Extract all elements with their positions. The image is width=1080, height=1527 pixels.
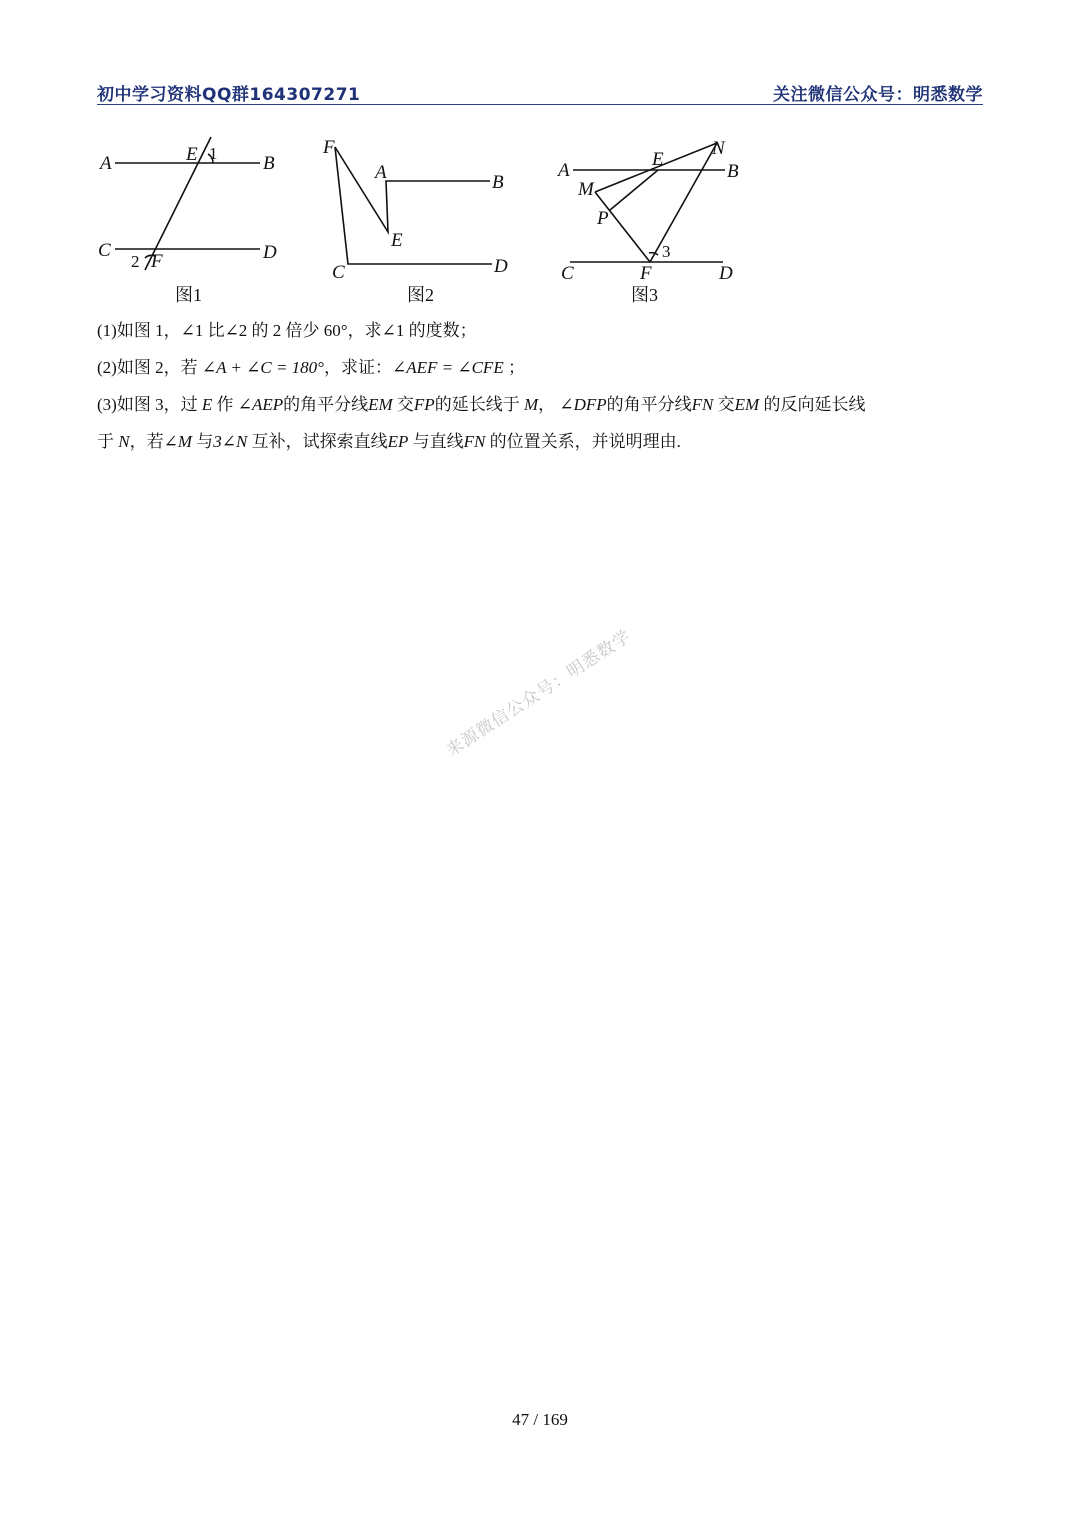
point-label-b: B bbox=[727, 161, 739, 182]
figure-3 bbox=[555, 132, 755, 312]
page-header bbox=[97, 78, 983, 105]
q3-text-4: 交 bbox=[396, 395, 414, 414]
q3-math-2: ∠AEP bbox=[237, 395, 284, 414]
q3b-math-3: 3∠N bbox=[213, 432, 248, 451]
figure-1-caption: 图1 bbox=[175, 285, 202, 305]
angle-label-3: 3 bbox=[662, 242, 671, 261]
q3-math-4: FP bbox=[413, 395, 435, 414]
header-left-text: 初中学习资料QQ群164307271 bbox=[97, 85, 361, 105]
angle-label-1: 1 bbox=[209, 144, 218, 163]
q3-math-3: EM bbox=[368, 395, 393, 414]
q3-math-5: M bbox=[523, 395, 539, 414]
angle-label-2: 2 bbox=[131, 252, 140, 271]
point-label-c: C bbox=[332, 262, 345, 283]
path-f-e-a-b bbox=[335, 147, 490, 232]
question-3 bbox=[97, 393, 865, 417]
figure-3-caption: 图3 bbox=[631, 285, 658, 305]
question-1-text: (1)如图 1，∠1 比∠2 的 2 倍少 60°，求∠1 的度数； bbox=[97, 321, 477, 340]
q3b-math-5: FN bbox=[463, 432, 486, 451]
point-label-e: E bbox=[186, 144, 198, 165]
point-label-a: A bbox=[558, 160, 570, 181]
q2-math-1: ∠A + ∠C = 180° bbox=[201, 358, 324, 377]
q3b-math-2: ∠M bbox=[163, 432, 192, 451]
point-label-e: E bbox=[391, 230, 403, 251]
point-label-c: C bbox=[561, 263, 574, 284]
q3b-math-1: N bbox=[118, 432, 130, 451]
question-2 bbox=[97, 356, 525, 380]
point-label-b: B bbox=[492, 172, 504, 193]
q3b-text-3: 与 bbox=[196, 432, 214, 451]
figure-1 bbox=[95, 132, 295, 312]
q3b-text-4: 互补，试探索直线 bbox=[251, 432, 388, 451]
point-label-p: P bbox=[597, 208, 609, 229]
q2-text-1: (2)如图 2，若 bbox=[97, 358, 198, 377]
q3-text-8: 交 bbox=[717, 395, 735, 414]
path-f-c-d bbox=[335, 147, 492, 264]
q3-math-6: ∠DFP bbox=[559, 395, 607, 414]
q3-text-2: 作 bbox=[216, 395, 234, 414]
point-label-b: B bbox=[263, 153, 275, 174]
point-label-f: F bbox=[151, 251, 163, 272]
q3-math-8: EM bbox=[734, 395, 760, 414]
point-label-n: N bbox=[712, 138, 725, 159]
point-label-e: E bbox=[652, 149, 664, 170]
q2-text-3: ； bbox=[507, 358, 525, 377]
q3b-text-2: ，若 bbox=[129, 432, 164, 451]
figure-2 bbox=[320, 132, 520, 312]
q3b-text-6: 的位置关系，并说明理由. bbox=[489, 432, 681, 451]
figure-1-svg bbox=[95, 132, 295, 312]
point-label-a: A bbox=[375, 162, 387, 183]
q3-text-3: 的角平分线 bbox=[283, 395, 369, 414]
q3b-math-4: EP bbox=[387, 432, 409, 451]
q3-text-9: 的反向延长线 bbox=[763, 395, 866, 414]
header-right-text: 关注微信公众号：明悉数学 bbox=[773, 85, 983, 105]
figure-2-caption: 图2 bbox=[407, 285, 434, 305]
q3-text-1: (3)如图 3，过 bbox=[97, 395, 198, 414]
point-label-d: D bbox=[719, 263, 733, 284]
point-label-a: A bbox=[100, 153, 112, 174]
point-label-c: C bbox=[98, 240, 111, 261]
figure-3-svg bbox=[555, 132, 755, 312]
point-label-m: M bbox=[578, 179, 594, 200]
q3b-text-1: 于 bbox=[97, 432, 114, 451]
q3b-text-5: 与直线 bbox=[412, 432, 464, 451]
watermark: 来源微信公众号：明悉数学 bbox=[442, 626, 635, 761]
figure-2-svg bbox=[320, 132, 520, 312]
point-label-f: F bbox=[323, 137, 335, 158]
question-1 bbox=[97, 319, 477, 343]
point-label-d: D bbox=[494, 256, 508, 277]
point-label-d: D bbox=[263, 242, 277, 263]
q2-math-2: ∠AEF = ∠CFE bbox=[391, 358, 504, 377]
question-3-continued bbox=[97, 430, 681, 454]
q3-math-1: E bbox=[201, 395, 213, 414]
q3-text-6: ， bbox=[538, 395, 556, 414]
q3-text-7: 的角平分线 bbox=[606, 395, 692, 414]
q3-math-7: FN bbox=[691, 395, 714, 414]
q2-text-2: ，求证： bbox=[323, 358, 392, 377]
q3-text-5: 的延长线于 bbox=[434, 395, 520, 414]
point-label-f: F bbox=[640, 263, 652, 284]
page-number: 47 / 169 bbox=[512, 1410, 568, 1429]
